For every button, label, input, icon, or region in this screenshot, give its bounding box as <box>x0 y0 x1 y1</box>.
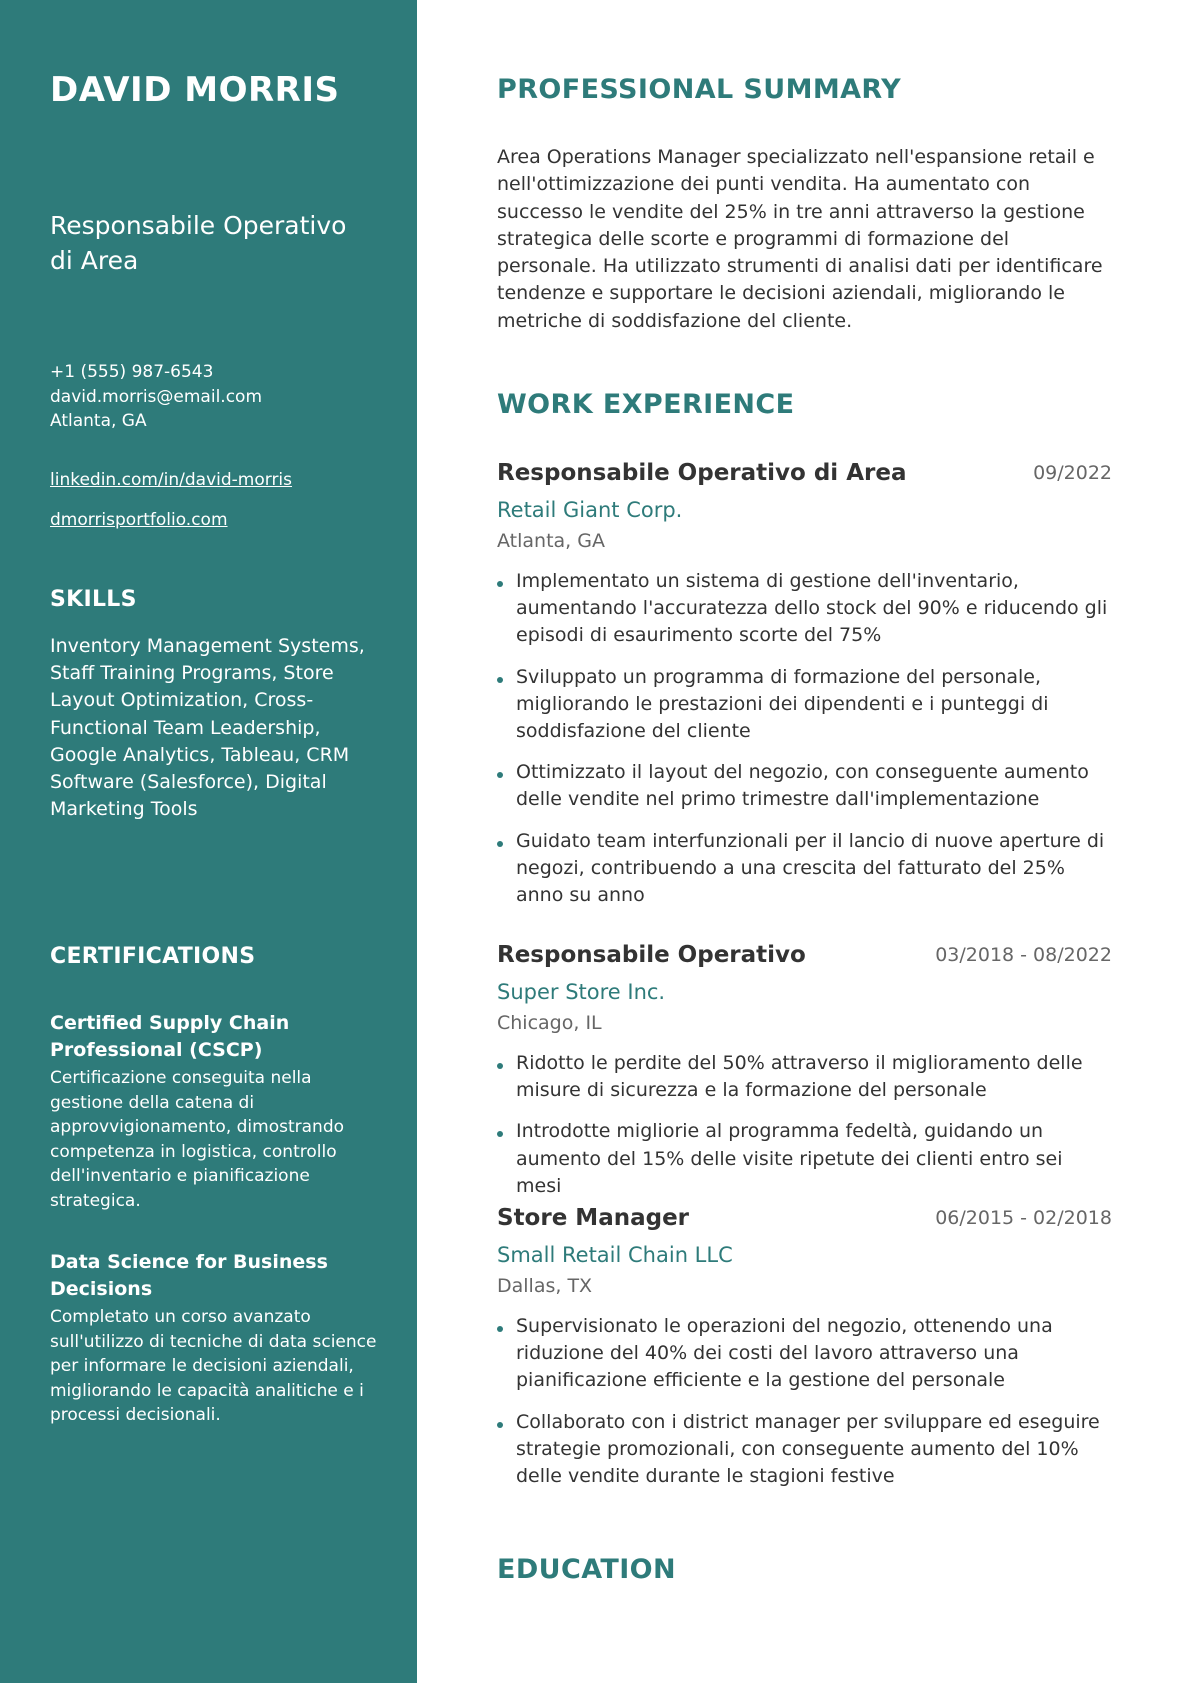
bullet-icon <box>497 581 503 587</box>
contact-info <box>50 360 262 434</box>
job-bullets <box>497 1050 1112 1200</box>
job-company: Small Retail Chain LLC <box>497 1243 733 1267</box>
linkedin-link[interactable]: linkedin.com/in/david-morris <box>50 470 293 490</box>
list-item: Ottimizzato il layout del negozio, con conseguente aumento delle vendite nel primo trimestre dall'implementazione <box>497 759 1112 813</box>
certification-title: Certified Supply Chain Professional (CSCP) <box>50 1012 290 1061</box>
summary-heading: PROFESSIONAL SUMMARY <box>497 74 902 105</box>
job-entry <box>497 1205 1112 1504</box>
job-entry <box>497 460 1112 923</box>
list-item: Introdotte migliorie al programma fedeltà, guidando un aumento del 15% delle visite ripetute dei clienti entro sei mesi <box>497 1118 1112 1200</box>
job-location: Atlanta, GA <box>497 530 605 552</box>
list-item: Collaborato con i district manager per sviluppare ed eseguire strategie promozionali, con conseguente aumento del 10% delle vendite durante le stagioni festive <box>497 1409 1112 1491</box>
list-item: Supervisionato le operazioni del negozio, ottenendo una riduzione del 40% dei costi del lavoro attraverso una pianificazione efficiente e la gestione del personale <box>497 1313 1112 1395</box>
bullet-icon <box>497 841 503 847</box>
experience-heading: WORK EXPERIENCE <box>497 389 795 420</box>
certification-item <box>50 1249 380 1428</box>
bullet-icon <box>497 1131 503 1137</box>
certification-description: Certificazione conseguita nella gestione della catena di approvvigionamento, dimostrando competenza in logistica, controllo dell'inventario e pianificazione strategica. <box>50 1068 345 1211</box>
sidebar <box>0 0 417 1683</box>
job-dates: 06/2015 - 02/2018 <box>935 1207 1112 1229</box>
portfolio-link[interactable]: dmorrisportfolio.com <box>50 510 228 530</box>
email-address: david.morris@email.com <box>50 386 263 407</box>
certification-item <box>50 1010 380 1214</box>
job-title: Store Manager <box>497 1205 690 1231</box>
job-dates: 03/2018 - 08/2022 <box>935 944 1112 966</box>
job-location: Dallas, TX <box>497 1275 593 1297</box>
job-bullets <box>497 1313 1112 1490</box>
list-item: Ridotto le perdite del 50% attraverso il miglioramento delle misure di sicurezza e la formazione del personale <box>497 1050 1112 1104</box>
bullet-icon <box>497 1063 503 1069</box>
list-item: Guidato team interfunzionali per il lancio di nuove aperture di negozi, contribuendo a una crescita del fatturato del 25% anno su anno <box>497 828 1112 910</box>
certification-description: Completato un corso avanzato sull'utilizzo di tecniche di data science per informare le decisioni aziendali, migliorando le capacità analitiche e i processi decisionali. <box>50 1307 377 1426</box>
skills-list: Inventory Management Systems, Staff Training Programs, Store Layout Optimization, Cross-Functional Team Leadership, Google Analytics, Tableau, CRM Software (Salesforce), Digital Marketing Tools <box>50 635 365 821</box>
job-title: Responsabile Operativo di Area <box>497 460 907 486</box>
bullet-icon <box>497 1326 503 1332</box>
candidate-role: Responsabile Operativo di Area <box>50 211 347 275</box>
job-bullets <box>497 568 1112 909</box>
bullet-icon <box>497 677 503 683</box>
job-dates: 09/2022 <box>1033 462 1112 484</box>
skills-heading: SKILLS <box>50 587 137 612</box>
job-entry <box>497 942 1112 1214</box>
education-heading: EDUCATION <box>497 1554 677 1585</box>
job-company: Super Store Inc. <box>497 980 666 1004</box>
list-item: Implementato un sistema di gestione dell'inventario, aumentando l'accuratezza dello stock del 90% e riducendo gli episodi di esaurimento scorte del 75% <box>497 568 1112 650</box>
certification-title: Data Science for Business Decisions <box>50 1251 328 1300</box>
candidate-name: DAVID MORRIS <box>50 70 340 110</box>
phone-number: +1 (555) 987-6543 <box>50 362 214 382</box>
bullet-icon <box>497 1422 503 1428</box>
summary-text: Area Operations Manager specializzato nell'espansione retail e nell'ottimizzazione dei punti vendita. Ha aumentato con successo le vendite del 25% in tre anni attraverso la gestione strategica delle scorte e programmi di formazione del personale. Ha utilizzato strumenti di analisi dati per identificare tendenze e supportare le decisioni aziendali, migliorando le metriche di soddisfazione del cliente. <box>497 146 1103 332</box>
job-company: Retail Giant Corp. <box>497 498 683 522</box>
list-item: Sviluppato un programma di formazione del personale, migliorando le prestazioni dei dipendenti e i punteggi di soddisfazione del cliente <box>497 664 1112 746</box>
bullet-icon <box>497 772 503 778</box>
job-title: Responsabile Operativo <box>497 942 806 968</box>
home-location: Atlanta, GA <box>50 411 147 431</box>
certifications-heading: CERTIFICATIONS <box>50 944 256 969</box>
job-location: Chicago, IL <box>497 1012 602 1034</box>
